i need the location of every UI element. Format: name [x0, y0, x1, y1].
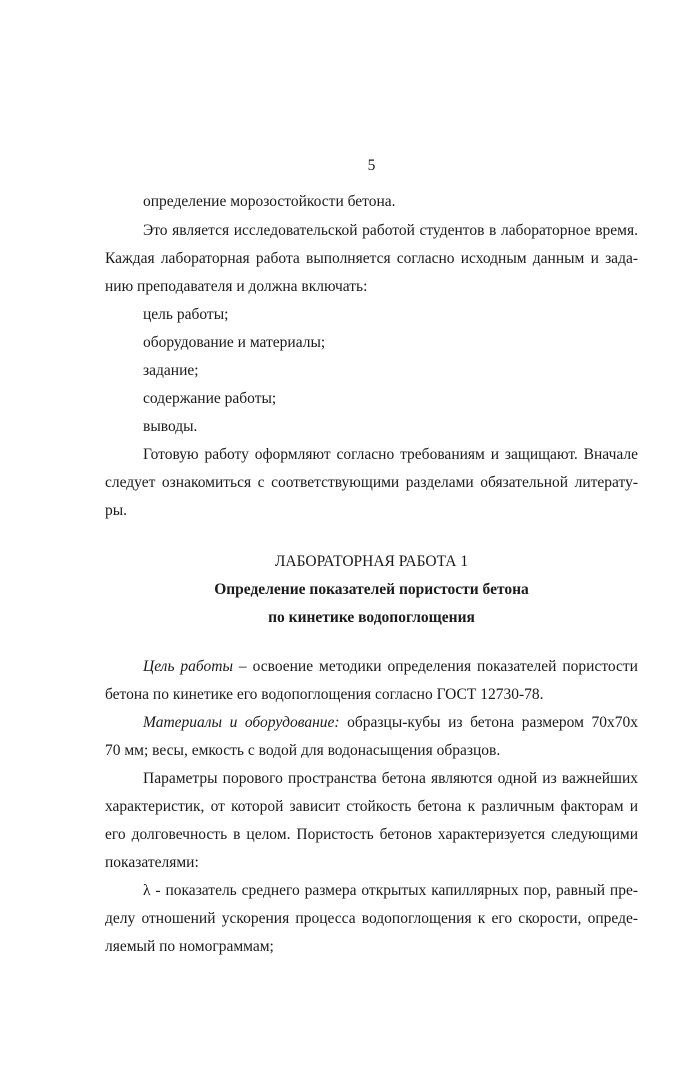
list-item: цель работы;: [143, 306, 229, 323]
page-number: 5: [367, 157, 376, 174]
text-line: бетона по кинетике его водопоглощения согласно ГОСТ 12730-78.: [105, 686, 544, 703]
list-item: выводы.: [143, 418, 198, 435]
text-line: Готовую работу оформляют согласно требованиям и защищают. Вначале: [143, 446, 638, 463]
list-item: содержание работы;: [143, 390, 277, 407]
text-line: λ - показатель среднего размера открытых капиллярных пор, равный пре-: [143, 882, 638, 899]
text-line: следует ознакомиться с соответствующими разделами обязательной литерату-: [105, 474, 638, 491]
text-line: ляемый по номограммам;: [105, 938, 274, 955]
text-line: определение морозостойкости бетона.: [143, 193, 396, 210]
text-line: показателями:: [105, 854, 199, 871]
section-heading: ЛАБОРАТОРНАЯ РАБОТА 1: [274, 553, 469, 570]
text-line: Это является исследовательской работой студентов в лабораторное время.: [143, 222, 638, 239]
text-line: его долговечность в целом. Пористость бетонов характеризуется следующими: [105, 826, 638, 843]
text-line: Параметры порового пространства бетона являются одной из важнейших: [143, 770, 638, 787]
text-line: Каждая лабораторная работа выполняется согласно исходным данным и зада-: [105, 250, 638, 267]
materials-label: Материалы и оборудование:: [143, 714, 340, 731]
text-line: ры.: [105, 502, 128, 519]
goal-label: Цель работы: [143, 658, 233, 675]
section-title: по кинетике водопоглощения: [268, 609, 475, 626]
goal-text: – освоение методики определения показателей пористости: [232, 658, 638, 675]
list-item: оборудование и материалы;: [143, 334, 326, 351]
text-line: делу отношений ускорения процесса водопоглощения к его скорости, опреде-: [105, 910, 638, 927]
materials-text: образцы-кубы из бетона размером 70х70х: [339, 714, 638, 731]
text-line: нию преподавателя и должна включать:: [105, 278, 368, 295]
goal-paragraph: [143, 658, 638, 676]
materials-paragraph: [143, 714, 638, 732]
list-item: задание;: [143, 362, 199, 379]
text-line: 70 мм; весы, емкость с водой для водонасыщения образцов.: [105, 742, 501, 759]
text-line: характеристик, от которой зависит стойкость бетона к различным факторам и: [105, 798, 638, 815]
section-title: Определение показателей пористости бетона: [214, 581, 529, 598]
